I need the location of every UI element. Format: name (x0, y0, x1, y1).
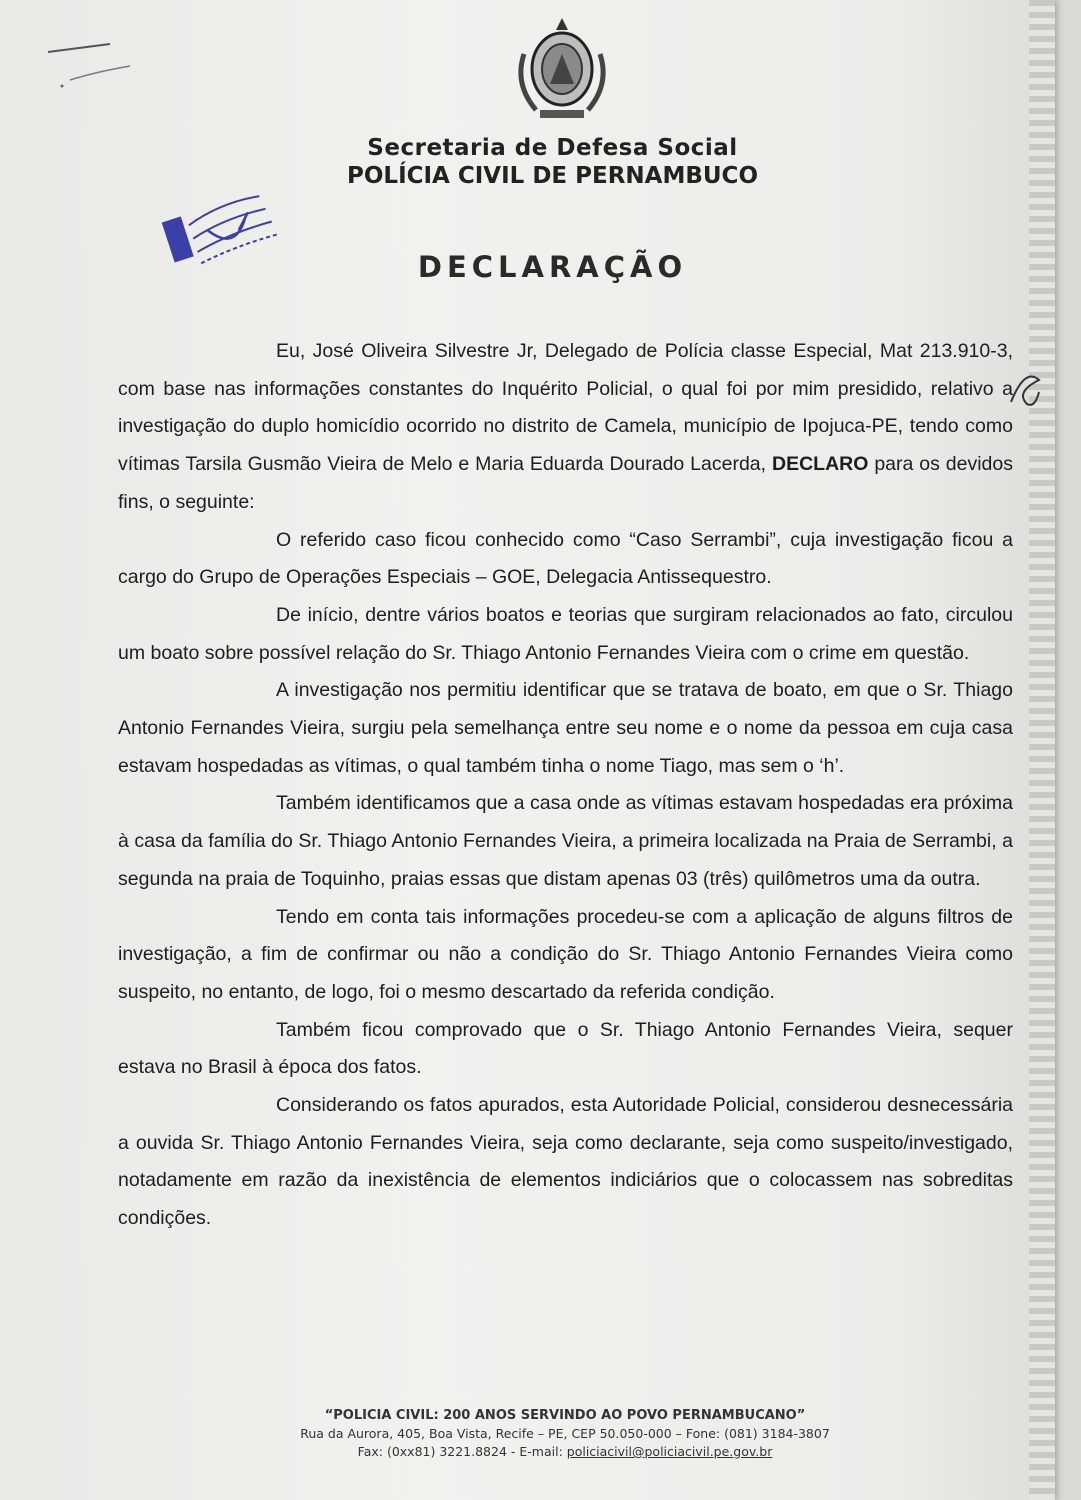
document-title: DECLARAÇÃO (417, 250, 688, 284)
paragraph: Também identificamos que a casa onde as vítimas estavam hospedadas era próxima à casa da família do Sr. Thiago Antonio Fernandes Vieira, a primeira localizada na Praia de Serrambi, a segunda na praia de Toquinho, praias essas que distam apenas 03 (três) quilômetros uma da outra. (118, 792, 1013, 890)
paragraph: Também ficou comprovado que o Sr. Thiago Antonio Fernandes Vieira, sequer estava no Brasil à época dos fatos. (118, 1018, 1013, 1079)
paragraph: De início, dentre vários boatos e teorias que surgiram relacionados ao fato, circulou um boato sobre possível relação do Sr. Thiago Antonio Fernandes Vieira com o crime em questão. (118, 603, 1013, 664)
footer-email-link[interactable]: policiacivil@policiacivil.pe.gov.br (566, 1444, 773, 1459)
notary-stamp-icon (158, 185, 288, 275)
pen-marks-icon (40, 30, 150, 100)
declaro-keyword: DECLARO (771, 453, 869, 476)
footer-contact: Fax: (0xx81) 3221.8824 - E-mail: policiacivil@policiacivil.pe.gov.br (357, 1444, 773, 1459)
footer-address: Rua da Aurora, 405, Boa Vista, Recife – PE, CEP 50.050-000 – Fone: (081) 3184-3807 (300, 1426, 830, 1441)
department-name: Secretaria de Defesa Social (367, 135, 738, 161)
page-footer (265, 1407, 865, 1461)
pernambuco-coat-of-arms-icon (510, 14, 615, 124)
footer-motto: “POLICIA CIVIL: 200 ANOS SERVINDO AO POVO PERNAMBUCANO” (324, 1408, 806, 1423)
page-stack-edge (1029, 0, 1055, 1500)
paragraph: Tendo em conta tais informações procedeu-se com a aplicação de alguns filtros de investigação, a fim de confirmar ou não a condição do Sr. Thiago Antonio Fernandes Vieira como suspeito, no entanto, de logo, foi o mesmo descartado da referida condição. (118, 905, 1013, 1003)
declaration-body (118, 333, 1013, 1238)
paragraph: O referido caso ficou conhecido como “Caso Serrambi”, cuja investigação ficou a cargo do Grupo de Operações Especiais – GOE, Delegacia Antissequestro. (118, 528, 1013, 589)
paragraph: Eu, José Oliveira Silvestre Jr, Delegado de Polícia classe Especial, Mat 213.910-3, com base nas informações constantes do Inquérito Policial, o qual foi por mim presidido, relativo a investigação do duplo homicídio ocorrido no distrito de Camela, município de Ipojuca-PE, tendo como vítimas Tarsila Gusmão Vieira de Melo e Maria Eduarda Dourado Lacerda, DECLARO para os devidos fins, o seguinte: (118, 340, 1013, 513)
paragraph: Considerando os fatos apurados, esta Autoridade Policial, considerou desnecessária a ouvida Sr. Thiago Antonio Fernandes Vieira, seja como declarante, seja como suspeito/investigado, notadamente em razão da inexistência de elementos indiciários que o colocassem nas sobreditas condições. (118, 1094, 1013, 1230)
paragraph: A investigação nos permitiu identificar que se tratava de boato, em que o Sr. Thiago Antonio Fernandes Vieira, surgiu pela semelhança entre seu nome e o nome da pessoa em cuja casa estavam hospedadas as vítimas, o qual também tinha o nome Tiago, mas sem o ‘h’. (118, 679, 1013, 777)
police-name: POLÍCIA CIVIL DE PERNAMBUCO (347, 163, 758, 189)
